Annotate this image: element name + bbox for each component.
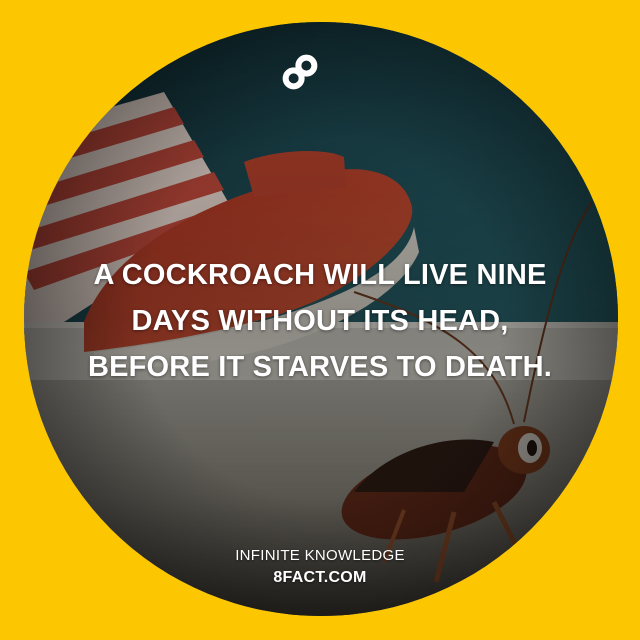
brand-footer <box>120 545 520 589</box>
fact-text <box>34 252 606 390</box>
tagline: INFINITE KNOWLEDGE <box>235 547 405 564</box>
fact-line-2: DAYS WITHOUT ITS HEAD, <box>131 305 509 337</box>
fact-line-1: A COCKROACH WILL LIVE NINE <box>93 259 547 291</box>
fact-line-3: BEFORE IT STARVES TO DEATH. <box>87 351 553 383</box>
infinity-eight-logo-icon <box>276 48 324 96</box>
website-label: 8FACT.COM <box>273 569 367 586</box>
